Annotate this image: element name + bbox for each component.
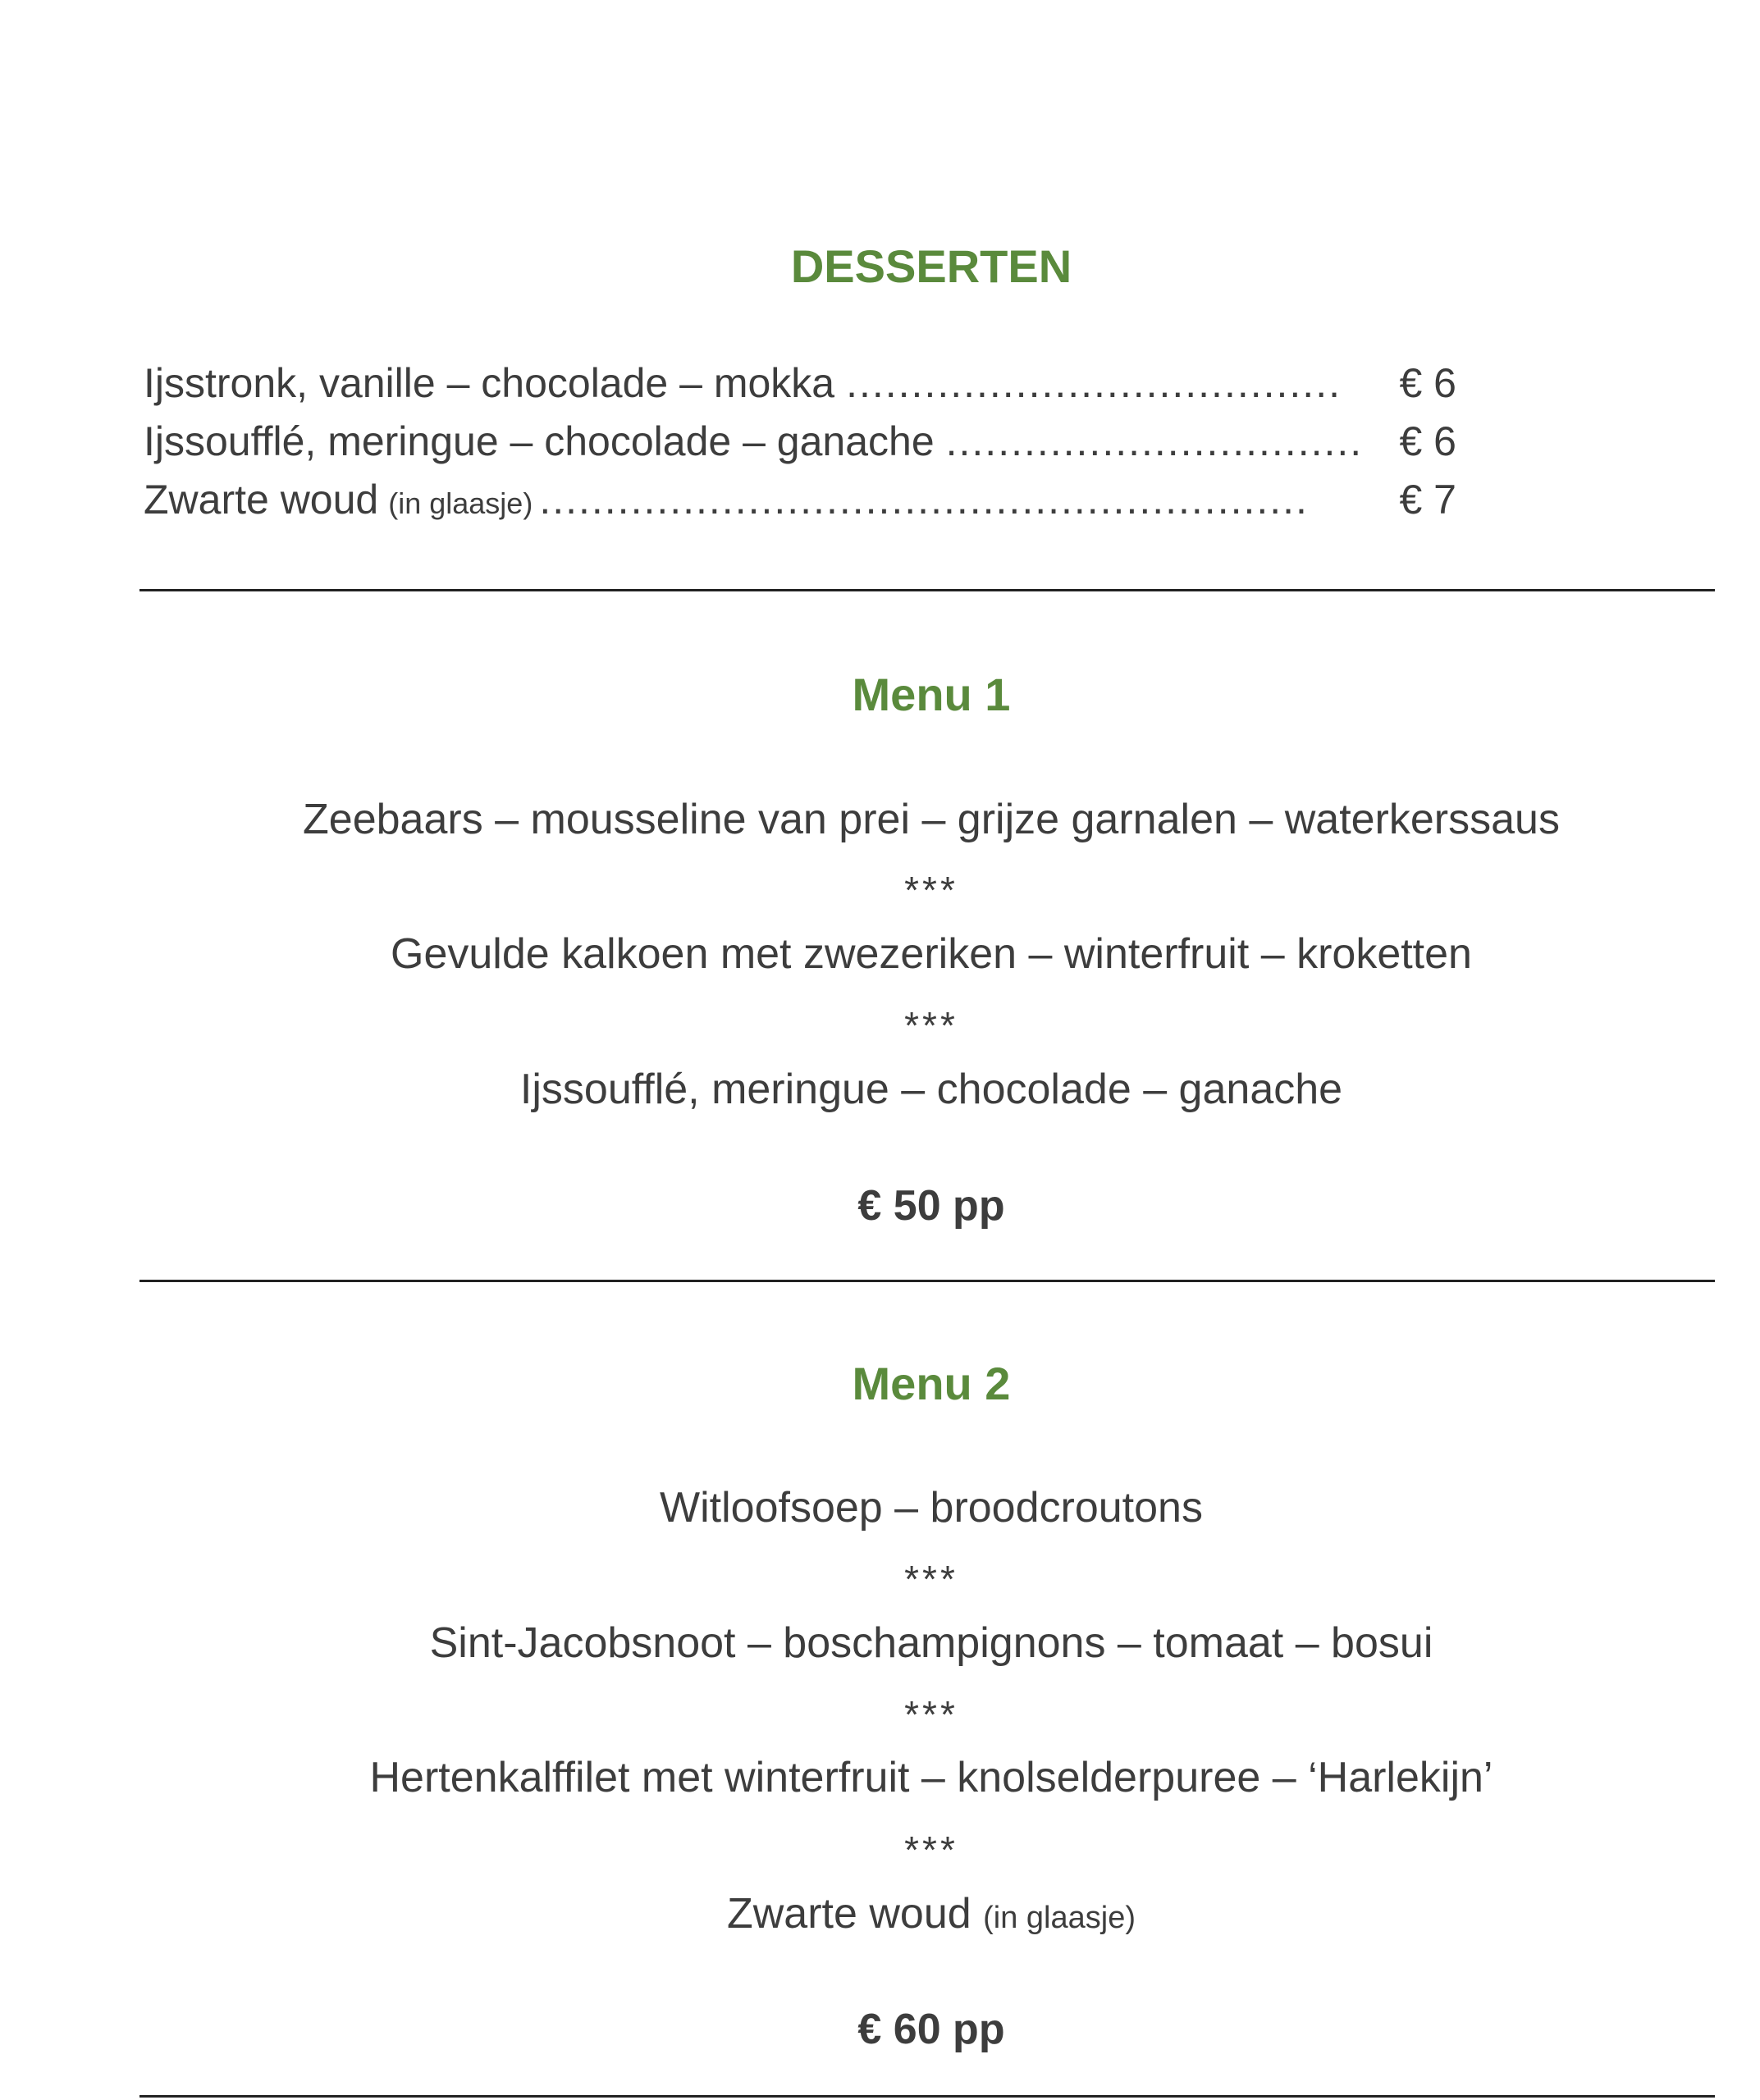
leader-dots: ........................................................... xyxy=(539,477,1309,523)
course-separator: *** xyxy=(904,1004,958,1047)
course-separator: *** xyxy=(904,1828,958,1871)
course-separator: *** xyxy=(904,1693,958,1736)
menu2-course-3: Hertenkalffilet met winterfruit – knolselderpuree – ‘Harlekijn’ xyxy=(369,1754,1493,1801)
divider xyxy=(139,2095,1715,2098)
menu1-heading: Menu 1 xyxy=(852,669,1011,720)
dessert-price: € 6 xyxy=(1399,360,1456,406)
menu2-course-2: Sint-Jacobsnoot – boschampignons – tomaat – bosui xyxy=(429,1619,1433,1667)
menu2-course-1: Witloofsoep – broodcroutons xyxy=(660,1484,1203,1532)
course-separator: *** xyxy=(904,869,958,911)
menu1-course-3: Ijssoufflé, meringue – chocolade – ganache xyxy=(519,1066,1343,1113)
course-text: Zwarte woud xyxy=(726,1890,971,1938)
dessert-price: € 7 xyxy=(1399,477,1456,523)
leader-dots: ...................................... xyxy=(846,360,1342,406)
dessert-name: Ijssoufflé, meringue – chocolade – ganache xyxy=(144,418,935,464)
dessert-name: Zwarte woud xyxy=(144,477,379,523)
dessert-price: € 6 xyxy=(1399,418,1456,464)
menu2-price: € 60 pp xyxy=(857,2006,1005,2053)
divider xyxy=(139,589,1715,591)
menu1-price: € 50 pp xyxy=(857,1182,1005,1230)
menu1-course-2: Gevulde kalkoen met zwezeriken – winterfruit – kroketten xyxy=(391,930,1472,978)
divider xyxy=(139,1280,1715,1282)
desserts-price-list xyxy=(144,354,1456,529)
dessert-item xyxy=(144,354,1456,413)
dessert-item xyxy=(144,413,1456,471)
menu1-course-1: Zeebaars – mousseline van prei – grijze garnalen – waterkerssaus xyxy=(303,796,1560,843)
menu2-course-4 xyxy=(0,1887,1760,1945)
dessert-note: (in glaasje) xyxy=(388,486,533,520)
menu2-heading: Menu 2 xyxy=(852,1358,1011,1409)
desserts-heading: DESSERTEN xyxy=(790,240,1072,292)
dessert-name: Ijsstronk, vanille – chocolade – mokka xyxy=(144,360,835,406)
course-separator: *** xyxy=(904,1558,958,1600)
leader-dots: ................................ xyxy=(945,418,1364,464)
course-note: (in glaasje) xyxy=(983,1901,1136,1935)
dessert-item xyxy=(144,471,1456,529)
